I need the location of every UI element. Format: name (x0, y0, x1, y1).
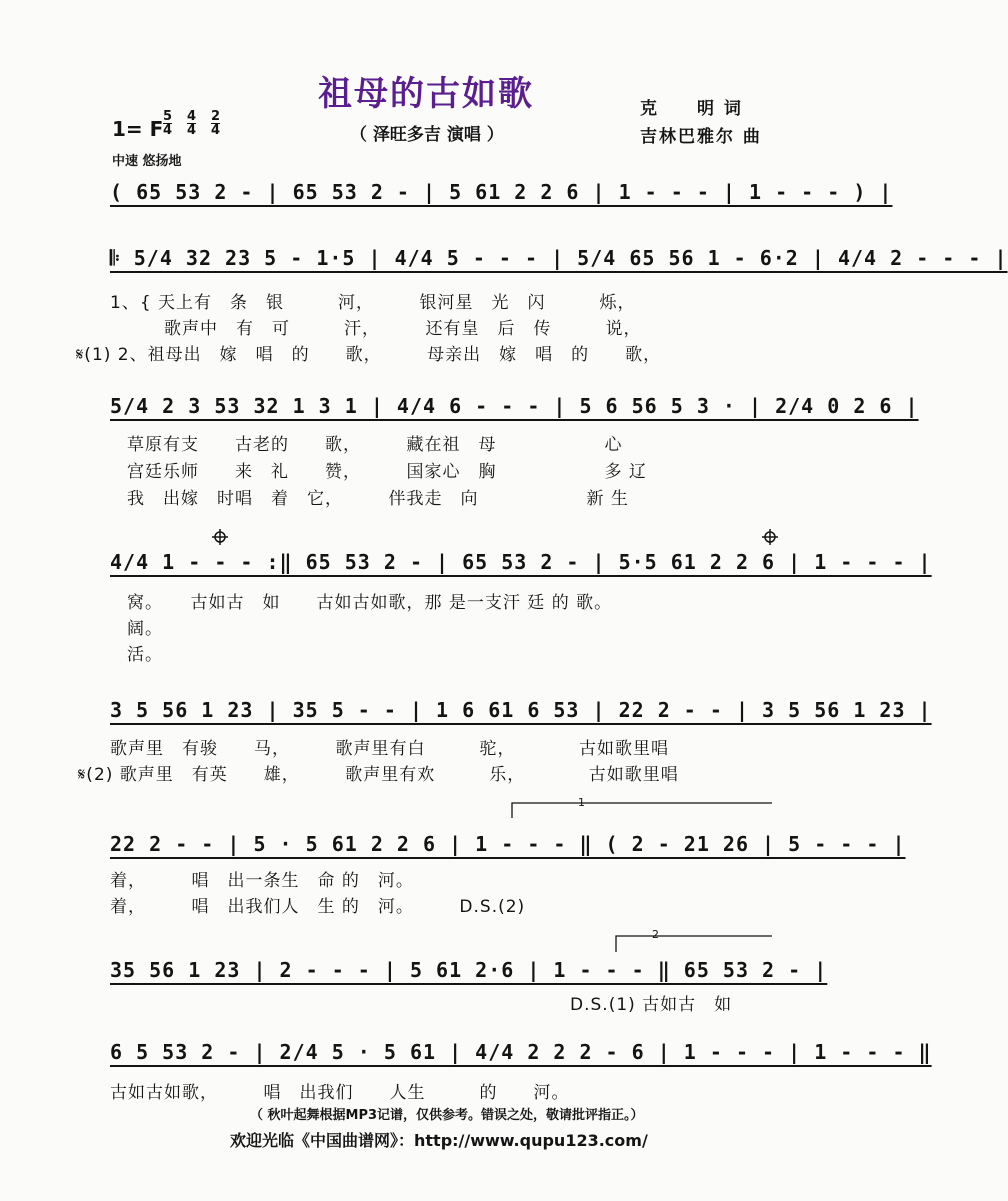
lyric-line: 𝄋(2) 歌声里 有英 雄， 歌声里有欢 乐， 古如歌里唱 (78, 765, 679, 785)
volta-first-bracket (512, 803, 772, 818)
notation-row-1: ( 65 53 2 - | 65 53 2 - | 5 61 2 2 6 | 1 - - - | 1 - - - ) | (110, 180, 893, 204)
notation-row-4: 4/4 1 - - - :‖ 65 53 2 - | 65 53 2 - | 5·5 61 2 2 6 | 1 - - - | (110, 550, 932, 574)
meter-numerator: 2 (211, 109, 221, 124)
volta-second-bracket (616, 936, 772, 952)
notation-row-6: 22 2 - - | 5 · 5 61 2 2 6 | 1 - - - ‖ ( 2 - 21 26 | 5 - - - | (110, 832, 906, 856)
transcription-note: （ 秋叶起舞根据MP3记谱，仅供参考。错误之处，敬请批评指正。） (250, 1108, 644, 1123)
lyric-line: D.S.(1) 古如古 如 (570, 995, 733, 1015)
lyric-line: 歌声中 有 可 汗， 还有皇 后 传 说， (110, 319, 642, 339)
volta-second-label: 2 (652, 928, 659, 941)
composer-credit: 吉林巴雅尔 曲 (640, 127, 762, 147)
song-title: 祖母的古如歌 (318, 74, 534, 114)
lyric-line: 古如古如歌， 唱 出我们 人生 的 河。 (110, 1083, 570, 1103)
volta-first-label: 1 (578, 796, 585, 809)
lyric-line: 𝄋(1) 2、祖母出 嫁 唱 的 歌， 母亲出 嫁 唱 的 歌， (76, 345, 662, 365)
meter-numerator: 5 (163, 109, 173, 124)
notation-row-2: 𝄆 5/4 32 23 5 - 1·5 | 4/4 5 - - - | 5/4 65 56 1 - 6·2 | 4/4 2 - - - | (110, 246, 1008, 270)
coda-icon (762, 529, 778, 545)
lyric-line: 我 出嫁 时唱 着 它， 伴我走 向 新 生 (127, 489, 629, 509)
lyric-line: 窝。 古如古 如 古如古如歌，那 是一支汗 廷 的 歌。 (127, 593, 613, 613)
notation-row-3: 5/4 2 3 53 32 1 3 1 | 4/4 6 - - - | 5 6 56 5 3 · | 2/4 0 2 6 | (110, 394, 919, 418)
meter-denominator: 4 (211, 123, 221, 138)
lyric-line: 歌声里 有骏 马， 歌声里有白 驼， 古如歌里唱 (110, 739, 669, 759)
notation-row-5: 3 5 56 1 23 | 35 5 - - | 1 6 61 6 53 | 22 2 - - | 3 5 56 1 23 | (110, 698, 932, 722)
key-signature: 1= F (112, 117, 164, 141)
lyric-line: 阔。 (127, 619, 163, 639)
meter-numerator: 4 (187, 109, 197, 124)
lyric-line: 宫廷乐师 来 礼 赞， 国家心 胸 多 辽 (127, 462, 647, 482)
notation-row-7: 35 56 1 23 | 2 - - - | 5 61 2·6 | 1 - - - ‖ 65 53 2 - | (110, 958, 828, 982)
lyric-line: 草原有支 古老的 歌， 藏在祖 母 心 (127, 435, 623, 455)
website-credit: 欢迎光临《中国曲谱网》：http://www.qupu123.com/ (230, 1131, 648, 1150)
meter-denominator: 4 (163, 123, 173, 138)
singer-credit: （ 泽旺多吉 演唱 ） (350, 125, 504, 145)
meter-denominator: 4 (187, 123, 197, 138)
notation-row-8: 6 5 53 2 - | 2/4 5 · 5 61 | 4/4 2 2 2 - 6 | 1 - - - | 1 - - - ‖ (110, 1040, 932, 1064)
tempo-marking: 中速 悠扬地 (112, 154, 182, 169)
lyric-line: 活。 (127, 645, 163, 665)
lyric-line: 1、{ 天上有 条 银 河， 银河星 光 闪 烁， (110, 293, 636, 313)
lyric-line: 着， 唱 出我们人 生 的 河。 D.S.(2) (110, 897, 526, 917)
lyricist-credit: 克 明 词 (640, 99, 743, 119)
lyric-line: 着， 唱 出一条生 命 的 河。 (110, 871, 414, 891)
coda-icon (212, 529, 228, 545)
